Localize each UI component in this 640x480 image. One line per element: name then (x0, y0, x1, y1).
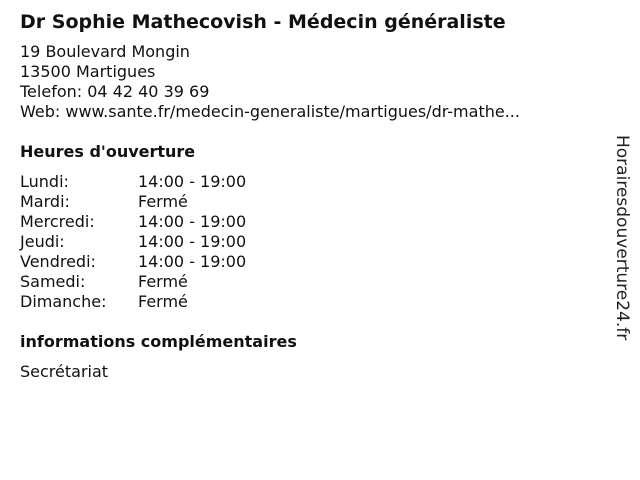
opening-hours-heading: Heures d'ouverture (20, 142, 196, 161)
additional-info-text: Secrétariat (20, 362, 109, 381)
website-link[interactable]: Web: www.sante.fr/medecin-generaliste/martigues/dr-mathe... (20, 102, 520, 121)
opening-hours-table (20, 172, 600, 312)
day-hours: 14:00 - 19:00 (138, 252, 247, 271)
day-label: Samedi: (20, 272, 86, 291)
listing-card (20, 10, 600, 382)
day-hours: 14:00 - 19:00 (138, 232, 247, 251)
hours-row-wednesday (20, 212, 600, 232)
hours-row-saturday (20, 272, 600, 292)
day-label: Mardi: (20, 192, 70, 211)
additional-info-heading: informations complémentaires (20, 332, 297, 351)
page-title: Dr Sophie Mathecovish - Médecin généraliste (20, 11, 506, 33)
hours-row-friday (20, 252, 600, 272)
address-street: 19 Boulevard Mongin (20, 42, 190, 61)
day-hours: Fermé (138, 272, 188, 291)
day-label: Lundi: (20, 172, 69, 191)
site-watermark: Horairesdouverture24.fr (612, 135, 632, 341)
day-hours: 14:00 - 19:00 (138, 172, 247, 191)
day-hours: Fermé (138, 192, 188, 211)
hours-row-tuesday (20, 192, 600, 212)
day-label: Dimanche: (20, 292, 107, 311)
day-label: Jeudi: (20, 232, 65, 251)
phone-number: Telefon: 04 42 40 39 69 (20, 82, 210, 101)
day-hours: Fermé (138, 292, 188, 311)
hours-row-monday (20, 172, 600, 192)
day-label: Mercredi: (20, 212, 95, 231)
address-city: 13500 Martigues (20, 62, 156, 81)
hours-row-sunday (20, 292, 600, 312)
hours-row-thursday (20, 232, 600, 252)
day-hours: 14:00 - 19:00 (138, 212, 247, 231)
day-label: Vendredi: (20, 252, 96, 271)
